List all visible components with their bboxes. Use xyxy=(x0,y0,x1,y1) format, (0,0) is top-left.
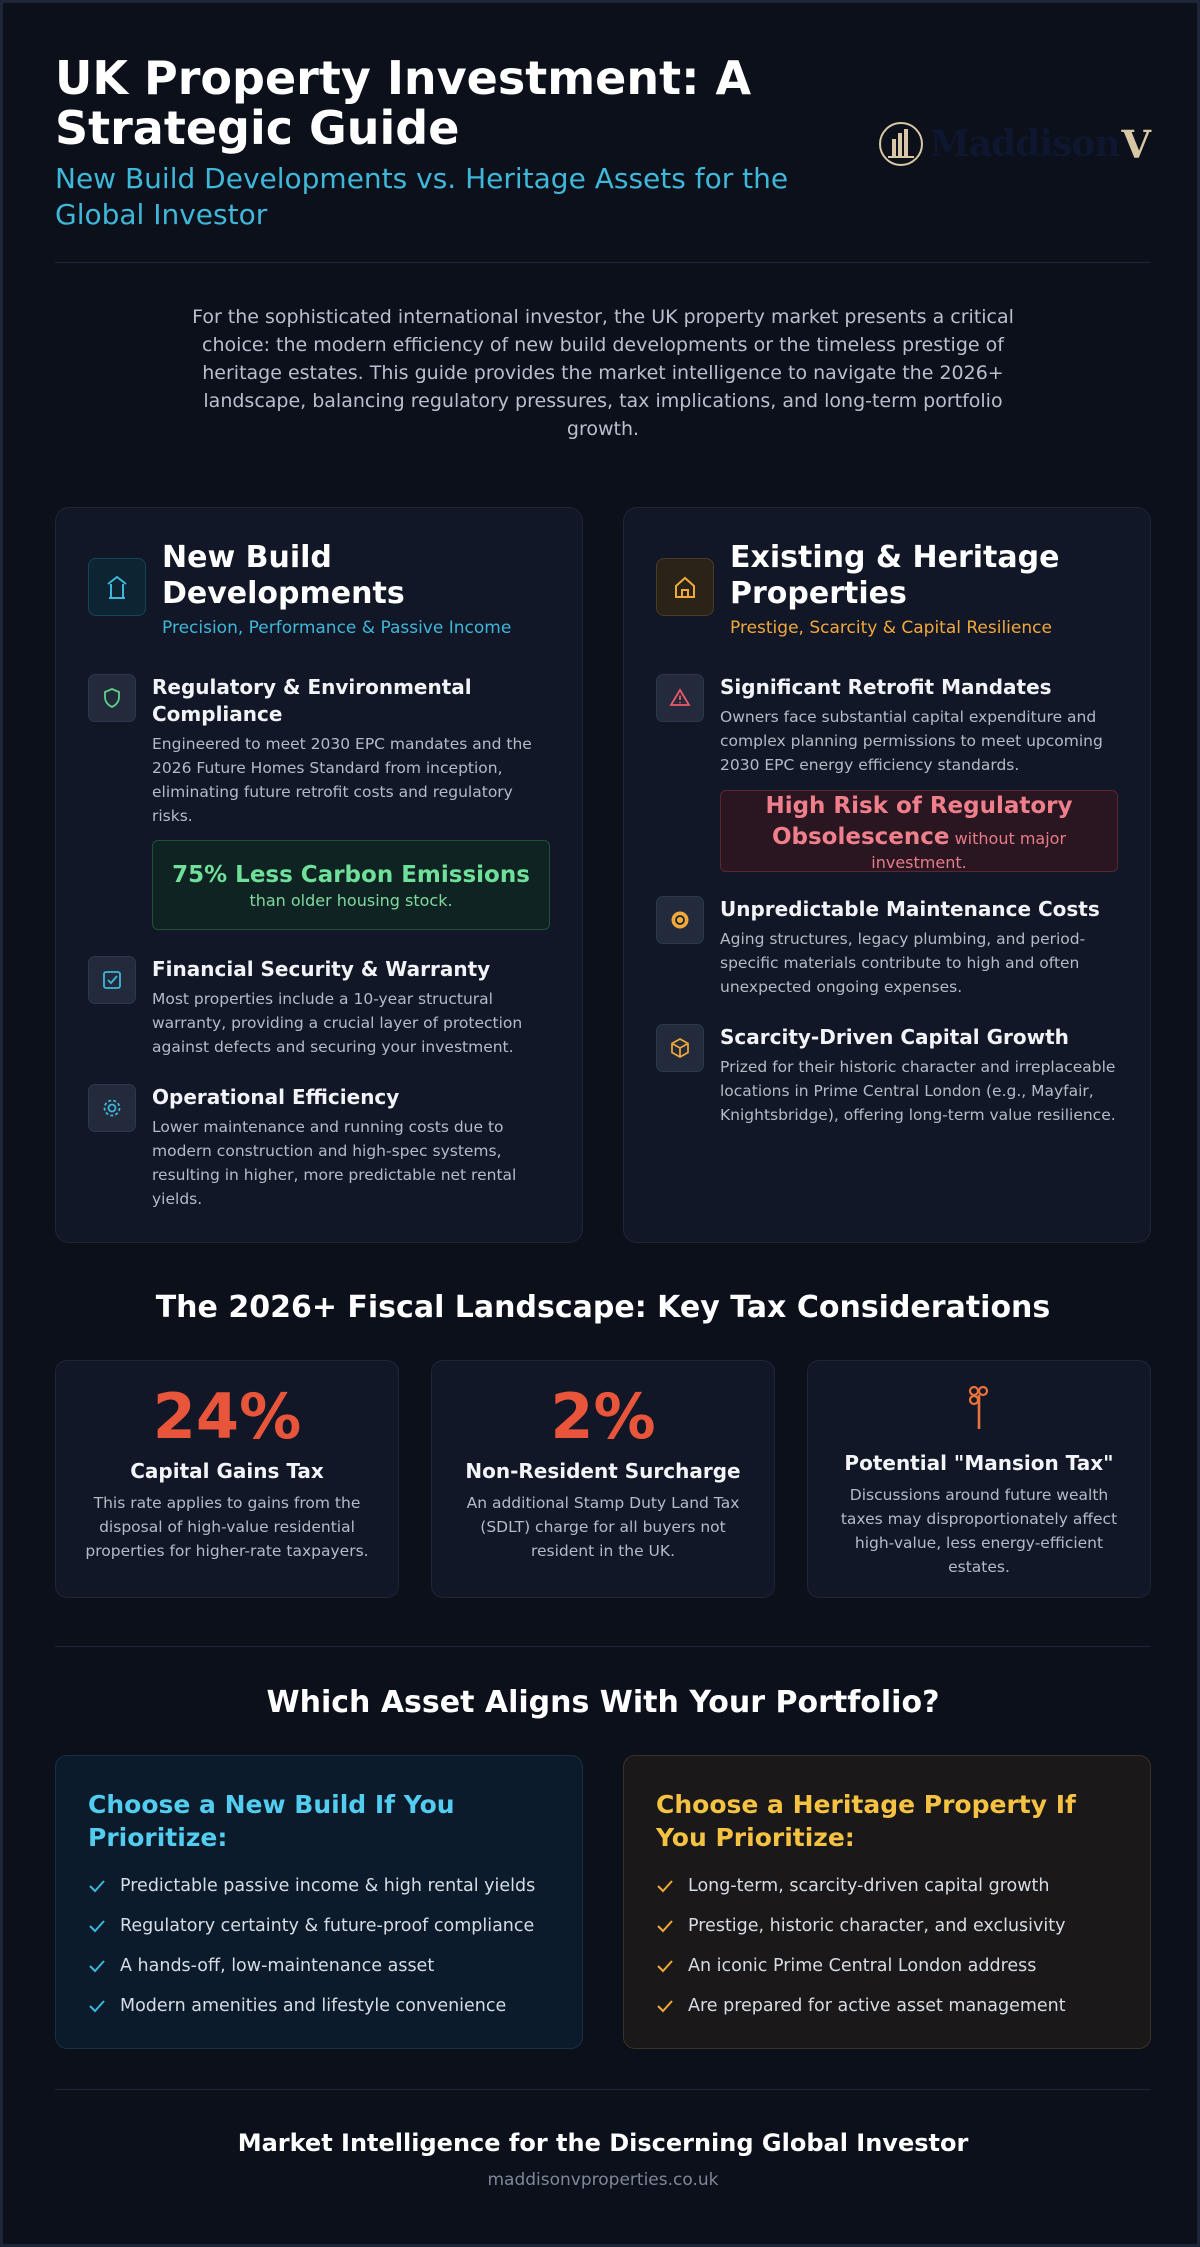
tax-text: This rate applies to gains from the disposal of high-value residential properties for higher-rate taxpayers. xyxy=(85,1494,369,1560)
new-build-title: New Build Developments xyxy=(162,540,405,611)
feature-text: Prized for their historic character and irreplaceable locations in Prime Central London (e.g., Mayfair, Knightsbridge), offering long-term value resilience. xyxy=(720,1058,1116,1124)
tax-text: An additional Stamp Duty Land Tax (SDLT) charge for all buyers not resident in the UK. xyxy=(466,1494,740,1560)
brand-name: Maddison xyxy=(929,123,1120,165)
choice-new-build xyxy=(55,1755,583,2049)
feature-text: Owners face substantial capital expenditure and complex planning permissions to meet upcoming 2030 EPC energy efficiency standards. xyxy=(720,708,1103,774)
callout-small: than older housing stock. xyxy=(249,891,453,910)
feature-title: Financial Security & Warranty xyxy=(152,957,491,981)
tax-value: 24% xyxy=(152,1380,302,1453)
check-icon xyxy=(656,1917,674,1935)
list-item-text: Predictable passive income & high rental yields xyxy=(120,1876,536,1896)
tax-text: Discussions around future wealth taxes may disproportionately affect high-value, less energy-efficient estates. xyxy=(840,1486,1118,1576)
list-item xyxy=(656,1866,1134,1906)
header xyxy=(55,53,1151,233)
new-build-subtitle: Precision, Performance & Passive Income xyxy=(162,618,512,638)
list-item xyxy=(88,1986,566,2026)
divider xyxy=(55,2089,1151,2090)
list-item xyxy=(656,1946,1134,1986)
check-icon xyxy=(88,1917,106,1935)
callout-big: High Risk of Regulatory Obsolescence xyxy=(765,792,1073,850)
new-build-header xyxy=(88,540,562,640)
tax-card-surcharge xyxy=(431,1360,775,1598)
house-icon xyxy=(656,558,714,616)
footer-title: Market Intelligence for the Discerning Global Investor xyxy=(237,2129,969,2157)
choice-title: Choose a New Build If You Prioritize: xyxy=(88,1790,455,1852)
check-icon xyxy=(88,1997,106,2015)
choice-title: Choose a Heritage Property If You Prioritize: xyxy=(656,1790,1076,1852)
building-icon xyxy=(88,558,146,616)
feature-text: Most properties include a 10-year structural warranty, providing a crucial layer of protection against defects and securing your investment. xyxy=(152,990,523,1056)
list-item-text: Prestige, historic character, and exclusivity xyxy=(688,1916,1066,1936)
heritage-card xyxy=(623,507,1151,1243)
brand-logo[interactable] xyxy=(878,119,1151,169)
tax-section-title: The 2026+ Fiscal Landscape: Key Tax Considerations xyxy=(155,1290,1051,1325)
choice-list xyxy=(656,1866,1134,2026)
list-item xyxy=(88,1866,566,1906)
building-logo-icon xyxy=(878,121,924,167)
heritage-header xyxy=(656,540,1130,640)
list-item xyxy=(656,1906,1134,1946)
cube-icon xyxy=(656,1024,704,1072)
list-item-text: Modern amenities and lifestyle convenience xyxy=(120,1996,507,2016)
choice-list xyxy=(88,1866,566,2026)
list-item-text: Regulatory certainty & future-proof compliance xyxy=(120,1916,535,1936)
choice-heritage xyxy=(623,1755,1151,2049)
gear-icon xyxy=(88,1084,136,1132)
feature-title: Unpredictable Maintenance Costs xyxy=(720,897,1100,921)
list-item-text: Are prepared for active asset management xyxy=(688,1996,1066,2016)
callout-small: without major investment. xyxy=(871,828,1067,872)
feature-title: Operational Efficiency xyxy=(152,1085,400,1109)
new-build-card xyxy=(55,507,583,1243)
brand-v: V xyxy=(1121,121,1151,167)
page-title: UK Property Investment: A Strategic Guide xyxy=(55,51,752,155)
pin-icon xyxy=(808,1383,1150,1433)
coin-icon xyxy=(656,896,704,944)
feature-text: Engineered to meet 2030 EPC mandates and the 2026 Future Homes Standard from inception, eliminating future retrofit costs and regulatory risks. xyxy=(152,735,532,825)
list-item xyxy=(88,1946,566,1986)
carbon-callout xyxy=(152,840,550,930)
check-icon xyxy=(656,1877,674,1895)
tax-card-cgt xyxy=(55,1360,399,1598)
feature-title: Regulatory & Environmental Compliance xyxy=(152,675,472,726)
feature-text: Aging structures, legacy plumbing, and period-specific materials contribute to high and often unexpected ongoing expenses. xyxy=(720,930,1086,996)
warning-icon xyxy=(656,674,704,722)
check-icon xyxy=(656,1997,674,2015)
list-item-text: Long-term, scarcity-driven capital growth xyxy=(688,1876,1050,1896)
footer-url-link[interactable]: maddisonvproperties.co.uk xyxy=(487,2170,719,2190)
divider xyxy=(55,262,1151,263)
intro-text: For the sophisticated international investor, the UK property market presents a critical choice: the modern efficiency of new build developments or the timeless prestige of heritage estates. This guide provides the market intelligence to navigate the 2026+ landscape, balancing regulatory pressures, tax implications, and long-term portfolio growth. xyxy=(192,306,1014,440)
tax-card-mansion xyxy=(807,1360,1151,1598)
list-item xyxy=(88,1906,566,1946)
check-icon xyxy=(656,1957,674,1975)
choice-section-title: Which Asset Aligns With Your Portfolio? xyxy=(266,1685,940,1720)
tax-label: Non-Resident Surcharge xyxy=(465,1459,741,1483)
heritage-title: Existing & Heritage Properties xyxy=(730,540,1060,611)
check-icon xyxy=(88,1957,106,1975)
feature-title: Scarcity-Driven Capital Growth xyxy=(720,1025,1069,1049)
obsolescence-callout xyxy=(720,790,1118,872)
divider xyxy=(55,1646,1151,1647)
callout-big: 75% Less Carbon Emissions xyxy=(172,862,530,888)
heritage-subtitle: Prestige, Scarcity & Capital Resilience xyxy=(730,618,1052,638)
page-subtitle: New Build Developments vs. Heritage Assets for the Global Investor xyxy=(55,162,789,231)
check-icon xyxy=(88,1877,106,1895)
list-item xyxy=(656,1986,1134,2026)
feature-title: Significant Retrofit Mandates xyxy=(720,675,1052,699)
feature-text: Lower maintenance and running costs due to modern construction and high-spec systems, resulting in higher, more predictable net rental yields. xyxy=(152,1118,517,1208)
tax-value: 2% xyxy=(550,1380,656,1453)
list-item-text: An iconic Prime Central London address xyxy=(688,1956,1037,1976)
check-square-icon xyxy=(88,956,136,1004)
tax-label: Capital Gains Tax xyxy=(130,1459,324,1483)
shield-icon xyxy=(88,674,136,722)
tax-label: Potential "Mansion Tax" xyxy=(844,1451,1114,1475)
list-item-text: A hands-off, low-maintenance asset xyxy=(120,1956,435,1976)
